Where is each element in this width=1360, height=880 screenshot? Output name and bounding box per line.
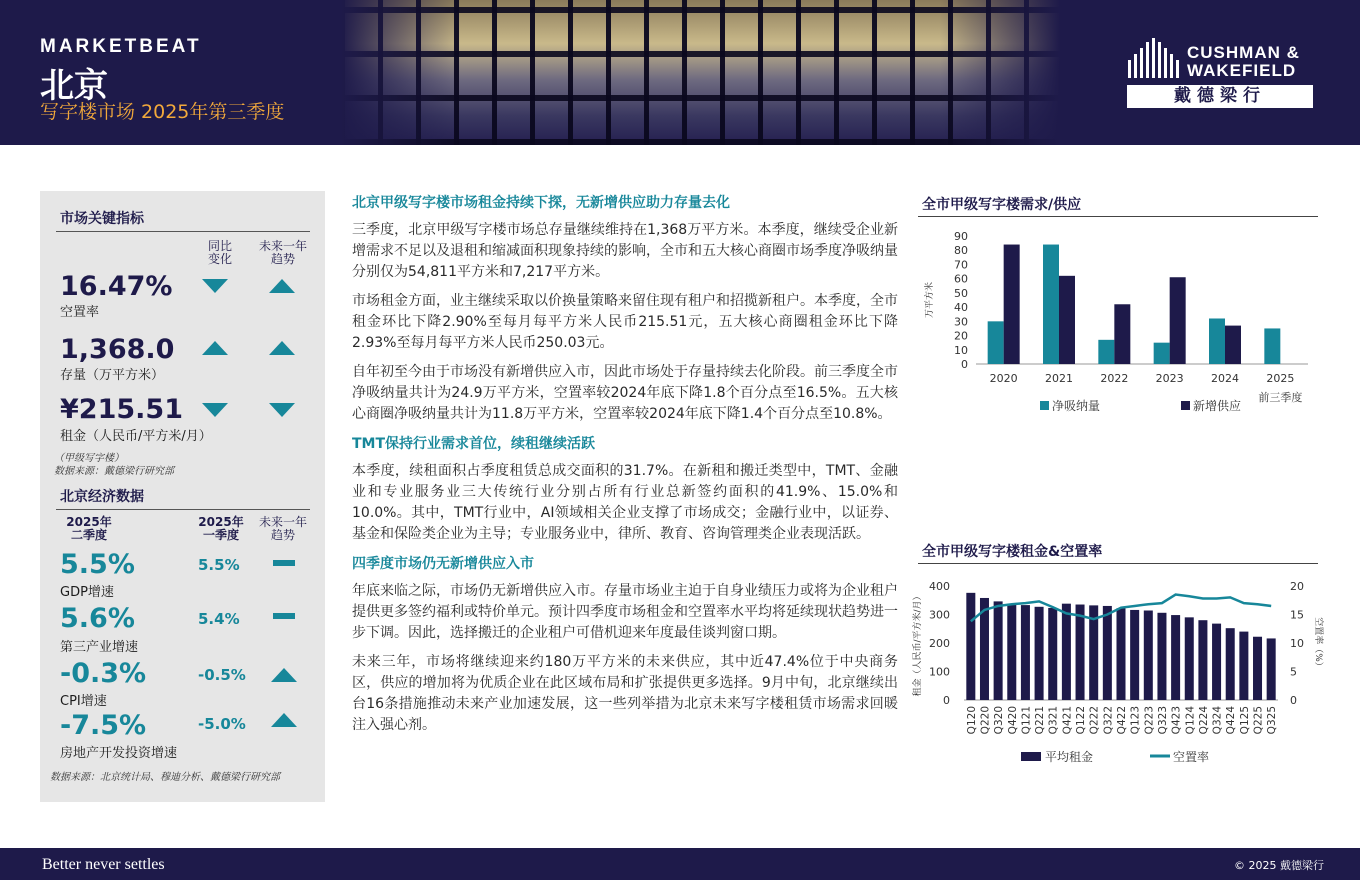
y-tick-label: 0	[961, 358, 968, 371]
col-q1-header: 2025年 一季度	[198, 515, 244, 542]
x-tick-label: Q421	[1061, 706, 1074, 735]
x-tick-label: Q223	[1143, 706, 1156, 735]
legend-swatch	[1181, 401, 1190, 410]
stock-label: 存量（万平方米）	[60, 368, 165, 383]
category-note: 前三季度	[1258, 391, 1303, 404]
paragraph-6: 未来三年，市场将继续迎来约180万平方米的未来供应，其中近47.4%位于中央商务区，供应的增加将为优质企业在此区域布局和扩张提供更多选择。9月中旬，北京继续出台16条措施推动未来产业加速发展，这一些列举措为北京未来写字楼租赁市场需求回暖注入强心剂。	[352, 654, 898, 733]
y-tick-label: 300	[929, 608, 950, 622]
rent-bar-Q223	[1144, 611, 1153, 700]
article-body	[352, 192, 898, 744]
y-tick-label: 90	[954, 230, 968, 243]
rent-label: 租金（人民币/平方米/月）	[60, 429, 212, 444]
bar-净吸纳量-2022	[1098, 340, 1114, 364]
x-tick-label: Q120	[965, 706, 978, 735]
section-heading-3: 四季度市场仍无新增供应入市	[352, 556, 534, 572]
y-tick-label: 40	[954, 301, 968, 315]
y-tick-label: 80	[954, 244, 968, 258]
legend-swatch	[1040, 401, 1049, 410]
paragraph-1: 三季度，北京甲级写字楼市场总存量继续维持在1,368万平方米。本季度，继续受企业新增需求不足以及退租和缩减面积现象持续的影响，全市和五大核心商圈市场季度净吸纳量分别仅为54,811平方米和7,217平方米。	[352, 222, 898, 280]
x-tick-label: 2021	[1045, 372, 1073, 385]
y-tick-label: 0	[943, 694, 950, 707]
rent-bar-Q124	[1185, 617, 1194, 700]
x-tick-label: Q420	[1006, 706, 1019, 735]
x-tick-label: Q123	[1129, 706, 1142, 735]
y-tick-label: 50	[954, 286, 968, 300]
gdp-growth-prev: 5.5%	[198, 556, 240, 574]
legend-label: 净吸纳量	[1052, 399, 1101, 413]
y-tick-label: 100	[929, 665, 950, 679]
flat-dash-icon	[273, 613, 295, 619]
rent-bar-Q422	[1116, 608, 1125, 700]
arrow-up-icon	[269, 279, 295, 293]
rent-bar-Q225	[1253, 637, 1262, 700]
logo-chinese-name: 戴德梁行	[1127, 85, 1313, 108]
cpi-growth-label: CPI增速	[60, 694, 107, 709]
rent-bar-Q120	[966, 593, 975, 700]
x-tick-label: 2024	[1211, 372, 1239, 385]
rent-bar-Q122	[1076, 605, 1085, 700]
rent-bar-Q324	[1212, 624, 1221, 700]
rent-bar-Q320	[994, 601, 1003, 700]
logo-bars-icon	[1126, 38, 1182, 78]
rent-vacancy-chart	[908, 572, 1328, 772]
bar-净吸纳量-2024	[1209, 318, 1225, 364]
x-tick-label: Q124	[1184, 706, 1197, 735]
tertiary-growth-prev: 5.4%	[198, 610, 240, 628]
economy-source-note: 数据来源：北京统计局、穆迪分析、戴德梁行研究部	[50, 772, 280, 783]
x-tick-label: Q320	[993, 706, 1006, 735]
y-tick-label: 30	[954, 315, 968, 329]
x-tick-label: Q224	[1197, 706, 1210, 735]
x-tick-label: Q220	[979, 706, 992, 735]
cushman-wakefield-logo	[1126, 38, 1316, 110]
rent-bar-Q125	[1239, 632, 1248, 700]
legend-label: 平均租金	[1045, 750, 1094, 764]
y2-tick-label: 0	[1290, 694, 1297, 707]
paragraph-3: 自年初至今由于市场没有新增供应入市，因此市场处于存量持续去化阶段。前三季度全市净吸纳量共计为24.9万平方米，空置率较2024年底下降1.8个百分点至16.5%。五大核心商圈净吸纳量共计为11.8万平方米，空置率较2024年底下降1.4个百分点至10.8%。	[352, 364, 898, 422]
x-tick-label: 2023	[1155, 372, 1184, 385]
x-tick-label: Q423	[1170, 706, 1183, 735]
y2-axis-label: 空置率（%）	[1313, 617, 1323, 671]
y-tick-label: 70	[954, 258, 968, 272]
rent-bar-Q322	[1103, 606, 1112, 700]
rent-bar-Q423	[1171, 615, 1180, 700]
section-heading-1: 北京甲级写字楼市场租金持续下探，无新增供应助力存量去化	[352, 195, 730, 211]
brand-title: MARKETBEAT	[40, 36, 202, 57]
arrow-up-icon	[202, 341, 228, 355]
x-tick-label: Q321	[1047, 706, 1060, 735]
x-tick-label: Q122	[1075, 706, 1088, 735]
rent-bar-Q221	[1035, 607, 1044, 700]
bar-新增供应-2020	[1004, 245, 1020, 364]
bar-新增供应-2024	[1225, 326, 1241, 364]
x-tick-label: Q322	[1102, 706, 1115, 735]
rent-bar-Q121	[1021, 605, 1030, 700]
x-tick-label: 2022	[1100, 372, 1129, 385]
x-tick-label: Q125	[1238, 706, 1251, 735]
logo-text-line1: CUSHMAN &	[1187, 43, 1300, 62]
y-tick-label: 20	[954, 329, 968, 343]
arrow-down-icon	[269, 403, 295, 417]
key-indicators-panel	[40, 191, 325, 802]
bar-净吸纳量-2023	[1154, 343, 1170, 364]
paragraph-5: 年底来临之际，市场仍无新增供应入市。存量市场业主迫于自身业绩压力或将为企业租户提供更多签约福利或特价单元。预计四季度市场租金和空置率水平均将延续现状趋势进一步下调。因此，选择搬迁的企业租户可借机迎来年度最佳谈判窗口期。	[352, 583, 898, 641]
x-tick-label: Q121	[1020, 706, 1033, 735]
x-tick-label: 2025	[1266, 372, 1295, 385]
arrow-down-icon	[202, 403, 228, 417]
footer-bar	[0, 848, 1360, 880]
re-investment-label: 房地产开发投资增速	[60, 746, 178, 761]
rent-bar-Q321	[1048, 608, 1057, 700]
bar-净吸纳量-2025	[1264, 328, 1280, 364]
section-heading-2: TMT保持行业需求首位，续租继续活跃	[352, 436, 596, 452]
rent-bar-Q323	[1157, 613, 1166, 700]
chart2-title: 全市甲级写字楼租金&空置率	[922, 544, 1103, 560]
bar-净吸纳量-2020	[988, 321, 1004, 364]
vacancy-rate-value: 16.47%	[60, 271, 173, 302]
col-q2-header: 2025年 二季度	[66, 515, 112, 542]
x-tick-label: Q424	[1225, 706, 1238, 735]
bar-新增供应-2023	[1170, 277, 1186, 364]
arrow-up-icon	[271, 668, 297, 682]
chart1-title: 全市甲级写字楼需求/供应	[922, 197, 1082, 213]
cpi-growth-value: -0.3%	[60, 658, 147, 689]
y2-tick-label: 20	[1290, 580, 1304, 593]
rent-bar-Q123	[1130, 610, 1139, 700]
x-tick-label: Q221	[1034, 706, 1047, 735]
legend-label: 空置率	[1173, 750, 1210, 764]
rent-bar-Q424	[1226, 628, 1235, 700]
key-indicators-title: 市场关键指标	[60, 211, 144, 227]
paragraph-2: 市场租金方面，业主继续采取以价换量策略来留住现有租户和招揽新租户。本季度，全市租金环比下降2.90%至每月每平方米人民币215.51元，五大核心商圈租金环比下降2.93%至每月每平方米人民币250.03元。	[352, 293, 898, 351]
stock-value: 1,368.0	[60, 334, 175, 365]
rent-value: ¥215.51	[60, 394, 183, 425]
gdp-growth-value: 5.5%	[60, 549, 135, 580]
rent-bar-Q420	[1007, 604, 1016, 700]
tertiary-growth-value: 5.6%	[60, 603, 135, 634]
y2-tick-label: 15	[1290, 608, 1304, 622]
header-banner	[0, 0, 1360, 145]
y2-tick-label: 10	[1290, 637, 1304, 650]
y-tick-label: 10	[954, 343, 968, 357]
y2-tick-label: 5	[1290, 665, 1297, 679]
footer-tagline: Better never settles	[42, 856, 165, 873]
y-axis-label: 万平方米	[925, 281, 935, 319]
vacancy-rate-label: 空置率	[60, 305, 100, 320]
footer-copyright: © 2025 戴德梁行	[1234, 859, 1324, 872]
kpi-source-note: 数据来源：戴德梁行研究部	[54, 466, 174, 477]
legend-swatch	[1021, 752, 1041, 761]
x-tick-label: Q325	[1266, 706, 1279, 735]
flat-dash-icon	[273, 560, 295, 566]
demand-supply-chart	[918, 222, 1328, 422]
x-tick-label: Q422	[1116, 706, 1128, 735]
bar-净吸纳量-2021	[1043, 245, 1059, 364]
col-econ-trend-header: 未来一年 趋势	[258, 515, 307, 542]
y-tick-label: 200	[929, 637, 950, 650]
x-tick-label: Q323	[1156, 706, 1169, 735]
rent-bar-Q325	[1267, 638, 1276, 700]
paragraph-4: 本季度，续租面积占季度租赁总成交面积的31.7%。在新租和搬迁类型中，TMT、金融业和专业服务业三大传统行业分别占所有行业总新签约面积的41.9%、15.0%和10.0%。其中，TMT行业中，AI领域相关企业支撑了市场成交；金融行业中，以证券、基金和保险类企业为主导；专业服务业中，律所、教育、咨询管理类企业表现活跃。	[352, 463, 898, 542]
x-tick-label: Q222	[1088, 706, 1101, 735]
cpi-growth-prev: -0.5%	[198, 666, 246, 684]
economy-title: 北京经济数据	[60, 489, 144, 505]
col-yoy-header: 同比 变化	[207, 239, 232, 266]
grade-a-note: （甲级写字楼）	[54, 453, 124, 464]
x-tick-label: 2020	[989, 372, 1018, 385]
gdp-growth-label: GDP增速	[60, 585, 114, 600]
arrow-up-icon	[271, 713, 297, 727]
city-title: 北京	[40, 66, 108, 106]
re-investment-value: -7.5%	[60, 710, 147, 741]
y-tick-label: 400	[929, 580, 950, 593]
tertiary-growth-label: 第三产业增速	[60, 640, 139, 655]
bar-新增供应-2021	[1059, 276, 1075, 364]
re-investment-prev: -5.0%	[198, 715, 246, 733]
legend-label: 新增供应	[1193, 399, 1242, 413]
report-subtitle: 写字楼市场 2025年第三季度	[40, 101, 285, 123]
rent-bar-Q224	[1198, 620, 1207, 700]
y-axis-label: 租金（人民币/平方米/月）	[913, 591, 923, 697]
logo-text-line2: WAKEFIELD	[1187, 61, 1297, 80]
arrow-down-icon	[202, 279, 228, 293]
x-tick-label: Q225	[1252, 706, 1265, 735]
arrow-up-icon	[269, 341, 295, 355]
bar-新增供应-2022	[1114, 304, 1130, 364]
rent-bar-Q421	[1062, 604, 1071, 700]
y-tick-label: 60	[954, 272, 968, 286]
x-tick-label: Q324	[1211, 706, 1224, 735]
col-trend-header: 未来一年 趋势	[258, 239, 307, 266]
